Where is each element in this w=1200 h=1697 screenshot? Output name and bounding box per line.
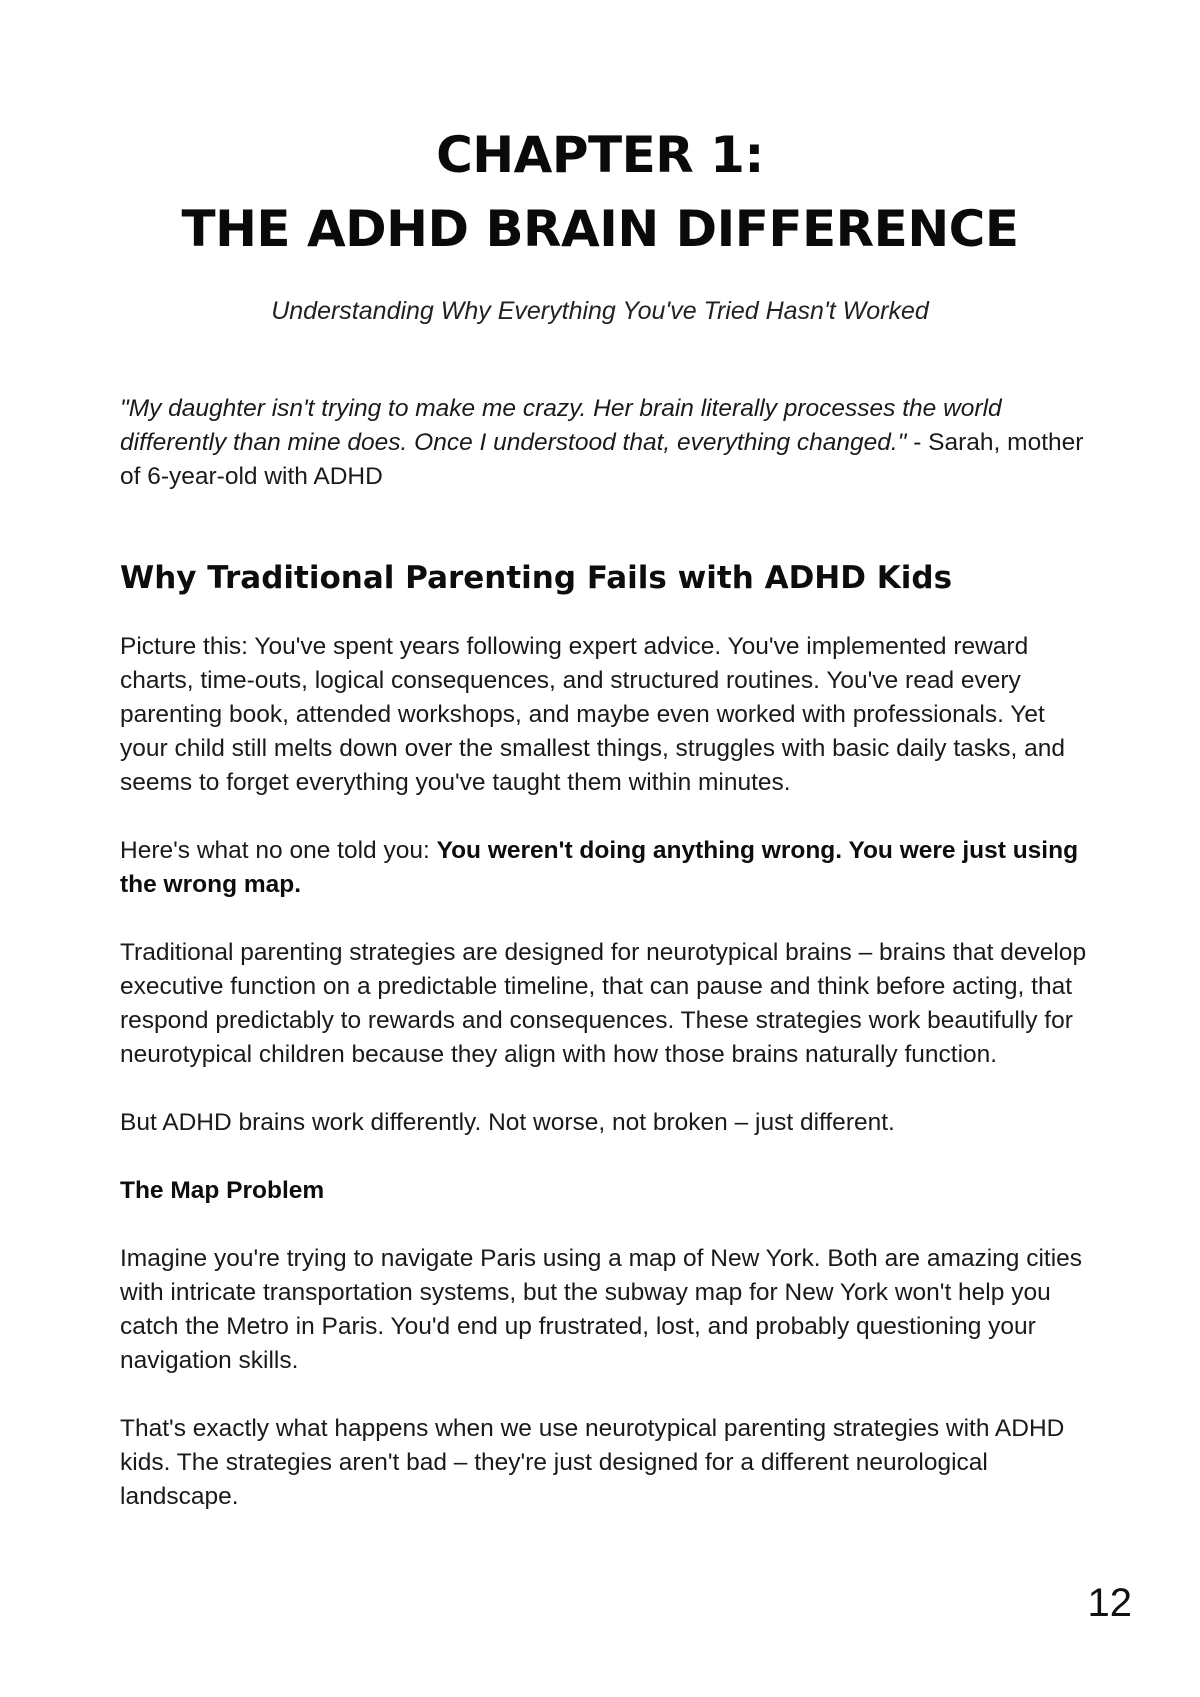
paragraph-adhd-different: But ADHD brains work differently. Not worse, not broken – just different. [120, 1109, 895, 1136]
quote-attribution: - Sarah, mother of 6-year-old with ADHD [120, 429, 1084, 490]
paragraph-bold-text: You weren't doing anything wrong. You were just using the wrong map. [120, 837, 1079, 898]
paragraph-picture-this: Picture this: You've spent years following expert advice. You've implemented reward charts, time-outs, logical consequences, and structured routines. You've read every parenting book, attended workshops, and maybe even worked with professionals. Yet your child still melts down over the smallest things, struggles with basic daily tasks, and seems to forget everything you've taught them within minutes. [120, 633, 1066, 796]
subheading-map-problem: The Map Problem [120, 1177, 325, 1204]
section-heading: Why Traditional Parenting Fails with ADHD Kids [120, 560, 953, 596]
quote-text: "My daughter isn't trying to make me crazy. Her brain literally processes the world differently than mine does. Once I understood that, everything changed." [120, 395, 1002, 456]
page-number: 12 [1087, 1581, 1132, 1625]
paragraph-traditional-strategies: Traditional parenting strategies are designed for neurotypical brains – brains that develop executive function on a predictable timeline, that can pause and think before acting, that respond predictably to rewards and consequences. These strategies work beautifully for neurotypical children because they align with how those brains naturally function. [120, 939, 1087, 1068]
paragraph-paris-map: Imagine you're trying to navigate Paris using a map of New York. Both are amazing cities with intricate transportation systems, but the subway map for New York won't help you catch the Metro in Paris. You'd end up frustrated, lost, and probably questioning your navigation skills. [120, 1245, 1083, 1374]
paragraph-no-one-told-you [120, 834, 1090, 902]
paragraph-exactly-what-happens: That's exactly what happens when we use neurotypical parenting strategies with ADHD kids. The strategies aren't bad – they're just designed for a different neurological landscape. [120, 1415, 1065, 1510]
opening-quote [120, 392, 1090, 494]
paragraph-lead-text: Here's what no one told you: [120, 837, 437, 864]
chapter-name: THE ADHD BRAIN DIFFERENCE [181, 200, 1019, 258]
chapter-body [120, 392, 1090, 1548]
chapter-subtitle: Understanding Why Everything You've Tried Hasn't Worked [271, 297, 929, 325]
chapter-label: CHAPTER 1: [436, 126, 764, 184]
chapter-title [0, 118, 1200, 266]
